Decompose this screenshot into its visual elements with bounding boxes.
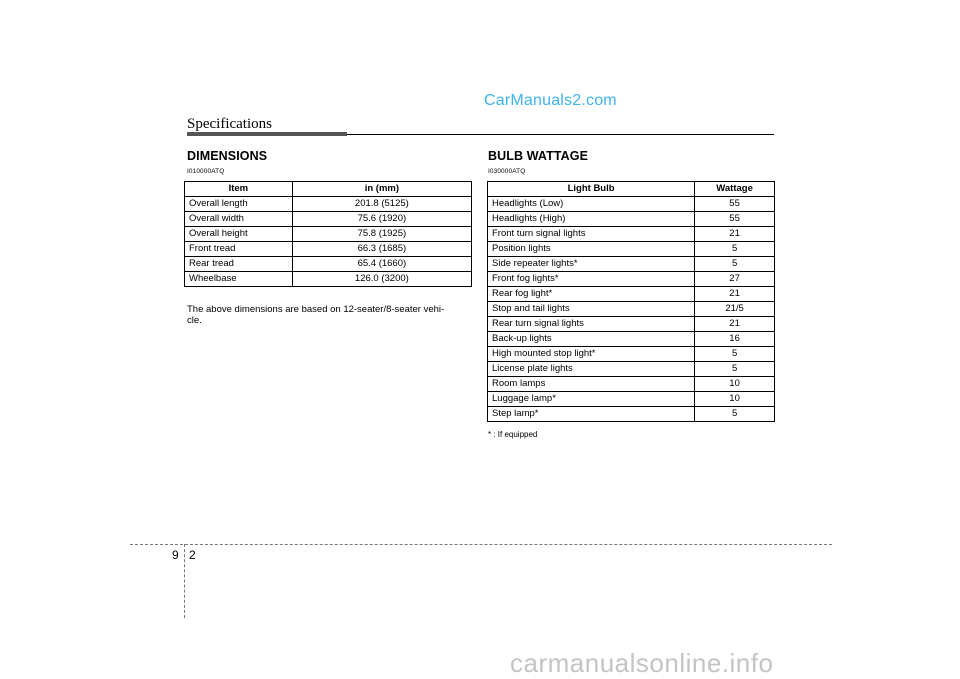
- bulb-wattage-code: I030000ATQ: [488, 168, 526, 175]
- dimensions-note: [187, 304, 473, 326]
- row-label: Stop and tail lights: [488, 302, 695, 317]
- row-label: High mounted stop light*: [488, 347, 695, 362]
- table-row: [488, 227, 775, 242]
- column-header-value: in (mm): [292, 182, 471, 197]
- row-label: Side repeater lights*: [488, 257, 695, 272]
- table-row: [488, 242, 775, 257]
- row-label: Room lamps: [488, 377, 695, 392]
- table-row: [185, 272, 472, 287]
- row-label: Step lamp*: [488, 407, 695, 422]
- dimensions-table: [184, 181, 472, 287]
- row-label: Headlights (Low): [488, 197, 695, 212]
- row-label: Wheelbase: [185, 272, 293, 287]
- table-header-row: [185, 182, 472, 197]
- row-value: 55: [695, 212, 775, 227]
- watermark-carmanualsonline: carmanualsonline.info: [510, 648, 774, 678]
- row-value: 27: [695, 272, 775, 287]
- row-label: Position lights: [488, 242, 695, 257]
- bulb-footnote: * : If equipped: [488, 430, 538, 439]
- footer-dashed-rule: [130, 544, 832, 545]
- column-header-bulb: Light Bulb: [488, 182, 695, 197]
- row-label: Back-up lights: [488, 332, 695, 347]
- row-value: 65.4 (1660): [292, 257, 471, 272]
- chapter-number: 9: [172, 548, 179, 562]
- column-header-wattage: Wattage: [695, 182, 775, 197]
- table-row: [185, 197, 472, 212]
- row-value: 75.8 (1925): [292, 227, 471, 242]
- dimensions-note-line2: cle.: [187, 315, 202, 326]
- table-row: [488, 272, 775, 287]
- row-label: Headlights (High): [488, 212, 695, 227]
- header-rule-accent: [187, 132, 347, 136]
- table-row: [488, 347, 775, 362]
- row-value: 5: [695, 362, 775, 377]
- row-value: 21/5: [695, 302, 775, 317]
- row-value: 201.8 (5125): [292, 197, 471, 212]
- table-row: [488, 407, 775, 422]
- table-row: [488, 362, 775, 377]
- bulb-wattage-table: [487, 181, 775, 422]
- row-label: Overall length: [185, 197, 293, 212]
- column-header-item: Item: [185, 182, 293, 197]
- table-row: [488, 257, 775, 272]
- table-row: [488, 197, 775, 212]
- row-value: 55: [695, 197, 775, 212]
- row-value: 21: [695, 287, 775, 302]
- footer-dashed-divider: [184, 544, 185, 618]
- row-value: 5: [695, 407, 775, 422]
- table-header-row: [488, 182, 775, 197]
- row-value: 126.0 (3200): [292, 272, 471, 287]
- row-value: 5: [695, 257, 775, 272]
- row-value: 21: [695, 227, 775, 242]
- table-row: [488, 287, 775, 302]
- row-value: 5: [695, 242, 775, 257]
- table-row: [488, 377, 775, 392]
- row-value: 10: [695, 392, 775, 407]
- table-row: [488, 302, 775, 317]
- row-label: Rear turn signal lights: [488, 317, 695, 332]
- row-label: Overall width: [185, 212, 293, 227]
- dimensions-heading: DIMENSIONS: [187, 149, 268, 163]
- row-label: Rear tread: [185, 257, 293, 272]
- row-label: Overall height: [185, 227, 293, 242]
- section-title: Specifications: [187, 116, 272, 132]
- row-label: Front turn signal lights: [488, 227, 695, 242]
- row-value: 5: [695, 347, 775, 362]
- row-value: 75.6 (1920): [292, 212, 471, 227]
- row-value: 66.3 (1685): [292, 242, 471, 257]
- table-row: [185, 227, 472, 242]
- row-label: Luggage lamp*: [488, 392, 695, 407]
- bulb-wattage-heading: BULB WATTAGE: [488, 149, 589, 163]
- row-label: Front tread: [185, 242, 293, 257]
- row-label: Front fog lights*: [488, 272, 695, 287]
- page-number: 2: [189, 548, 196, 562]
- table-row: [488, 212, 775, 227]
- table-row: [185, 257, 472, 272]
- row-label: License plate lights: [488, 362, 695, 377]
- dimensions-note-line1: The above dimensions are based on 12-seater/8-seater vehi-: [187, 304, 445, 315]
- dimensions-code: I010000ATQ: [187, 168, 225, 175]
- table-row: [488, 317, 775, 332]
- table-row: [185, 242, 472, 257]
- table-row: [488, 392, 775, 407]
- row-value: 16: [695, 332, 775, 347]
- row-label: Rear fog light*: [488, 287, 695, 302]
- watermark-carmanuals2: CarManuals2.com: [484, 92, 617, 109]
- row-value: 10: [695, 377, 775, 392]
- table-row: [185, 212, 472, 227]
- table-row: [488, 332, 775, 347]
- row-value: 21: [695, 317, 775, 332]
